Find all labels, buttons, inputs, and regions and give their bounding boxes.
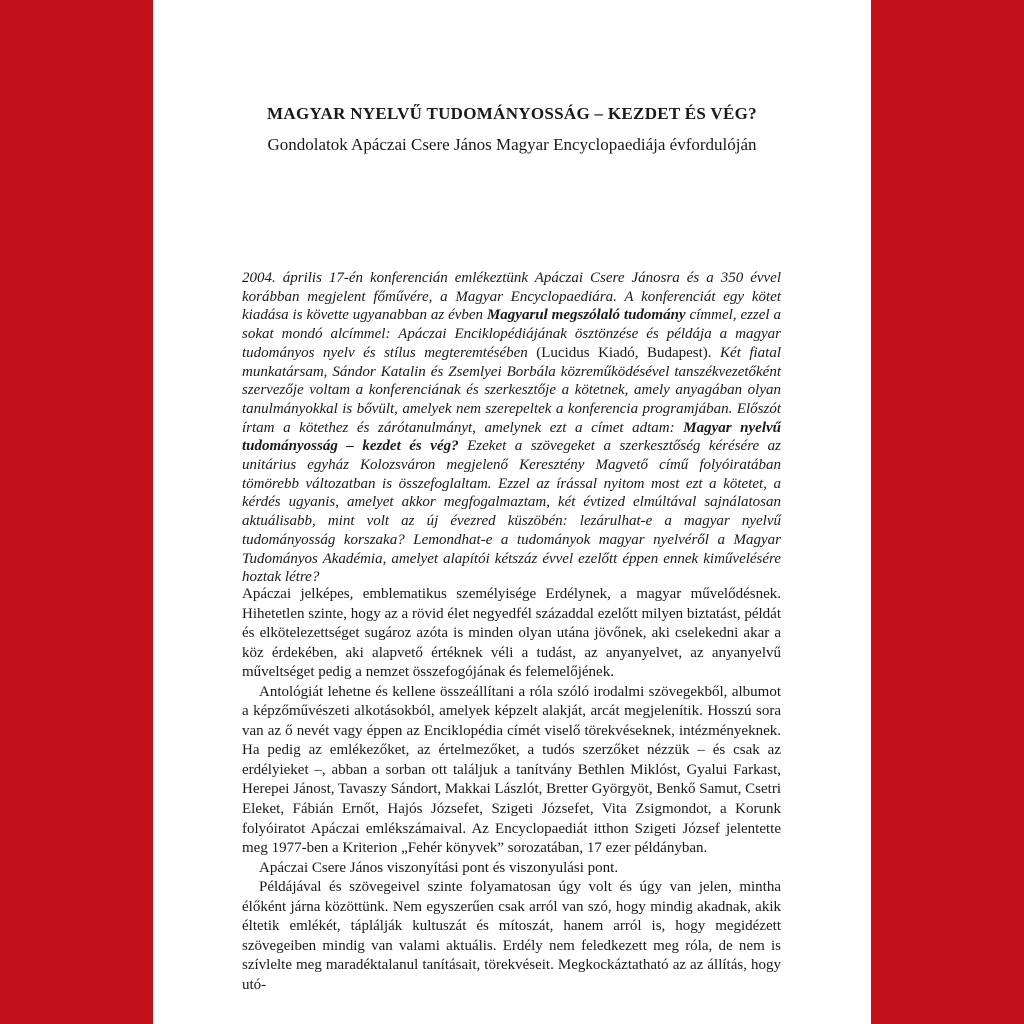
- body-paragraph-3: Apáczai Csere János viszonyítási pont és viszonyulási pont.: [259, 859, 619, 876]
- intro-text-2: címmel, ezzel a sokat mondó alcímmel: Apáczai Enciklopédiájának ösztönzése és példája a magyar tudományos nyelv és stílus megteremtésében: [242, 307, 781, 361]
- body-paragraph-4: Példájával és szövegeivel szinte folyamatosan úgy volt és úgy van jelen, mintha élőként járna közöttünk. Nem egyszerűen csak arról van szó, hogy mindig akadnak, akik éltetik emlékét, táplálják kultuszát és mítoszát, hanem arról is, hogy megidézett szövegeiben mindig van valami aktuális. Erdély nem feledkezett meg róla, de nem is szívlelte meg maradéktalanul tanításait, törekvéseit. Megkockáztatható az az állítás, hogy utó-: [242, 879, 781, 993]
- intro-bold-essay-title: Magyar nyelvű tudományosság – kezdet és vég?: [242, 419, 781, 455]
- right-red-band: [871, 0, 1024, 1024]
- intro-paragraph: [242, 269, 781, 587]
- intro-bold-book-title: Magyarul megszólaló tudomány: [486, 307, 686, 324]
- body-paragraph-1: Apáczai jelképes, emblematikus személyisége Erdélynek, a magyar művelődésnek. Hihetetlen szinte, hogy az a rövid élet negyedfél századdal ezelőtt milyen biztatást, példát és elkötelezettséget sugároz azóta is minden olyan utána jövőnek, aki cselekedni akar a köz érdekében, aki alapvető értéknek véli a tudást, az anyanyelvet, az anyanyelvű műveltséget pedig a nemzet összefogójának és felemelőjének.: [242, 586, 781, 681]
- intro-text-4: Ezeket a szövegeket a szerkesztőség kérésére az unitárius egyház Kolozsváron megjelenő Keresztény Magvető című folyóiratában tömörebb változatban is összefoglaltam. Ezzel az írással nyitom most ezt a kötetet, a kérdés ugyanis, amelyet akkor megfogalmaztam, két évtized elmúltával sajnálatosan aktuálisabb, mint volt az új évezred küszöbén: lezárulhat-e a magyar nyelvű tudományosság korszaka? Lemondhat-e a tudományok magyar nyelvéről a Magyar Tudományos Akadémia, amelyet alapítói kétszáz évvel ezelőtt éppen ennek kiművelésére hoztak létre?: [242, 438, 781, 586]
- intro-publisher: (Lucidus Kiadó, Budapest).: [527, 344, 712, 361]
- left-red-band: [0, 0, 153, 1024]
- chapter-subtitle: Gondolatok Apáczai Csere János Magyar Encyclopaediája évfordulóján: [267, 135, 757, 154]
- body-text: [242, 585, 781, 995]
- book-page: [153, 0, 871, 1024]
- chapter-title: MAGYAR NYELVŰ TUDOMÁNYOSSÁG – KEZDET ÉS VÉG?: [267, 104, 757, 123]
- body-paragraph-2: Antológiát lehetne és kellene összeállítani a róla szóló irodalmi szövegekből, albumot a képzőművészeti alkotásokból, amelyek képzelt alakját, arcát megjelenítik. Hosszú sora van az ő nevét vagy éppen az Enciklopédia címét viselő törekvéseknek, intézményeknek. Ha pedig az emlékezőket, az értelmezőket, a tudós szerzőket nézzük – és csak az erdélyieket –, abban a sorban ott találjuk a tanítvány Bethlen Miklóst, Gyalui Farkast, Herepei Jánost, Tavaszy Sándort, Makkai Lászlót, Bretter Györgyöt, Benkő Samut, Csetri Eleket, Fábián Ernőt, Hajós Józsefet, Szigeti Józsefet, Vita Zsigmondot, a Korunk folyóiratot Apáczai emlékszámaival. Az Encyclopaediát itthon Szigeti József jelentette meg 1977-ben a Kriterion „Fehér könyvek” sorozatában, 17 ezer példányban.: [242, 683, 781, 857]
- intro-text-1: 2004. április 17-én konferencián emlékeztünk Apáczai Csere Jánosra és a 350 évvel korábban megjelent főművére, a Magyar Encyclopaediára. A konferenciát egy kötet kiadása is követte ugyanabban az évben: [242, 270, 781, 324]
- intro-text-3: Két fiatal munkatársam, Sándor Katalin és Zsemlyei Borbála közreműködésével tanszékvezetőként szervezője voltam a konferenciának és szerkesztője a kötetnek, amely anyagában olyan tanulmányokkal is bővült, amelyek nem szerepeltek a konferencia programjában. Előszót írtam a kötethez és zárótanulmányt, amelynek ezt a címet adtam:: [242, 344, 782, 436]
